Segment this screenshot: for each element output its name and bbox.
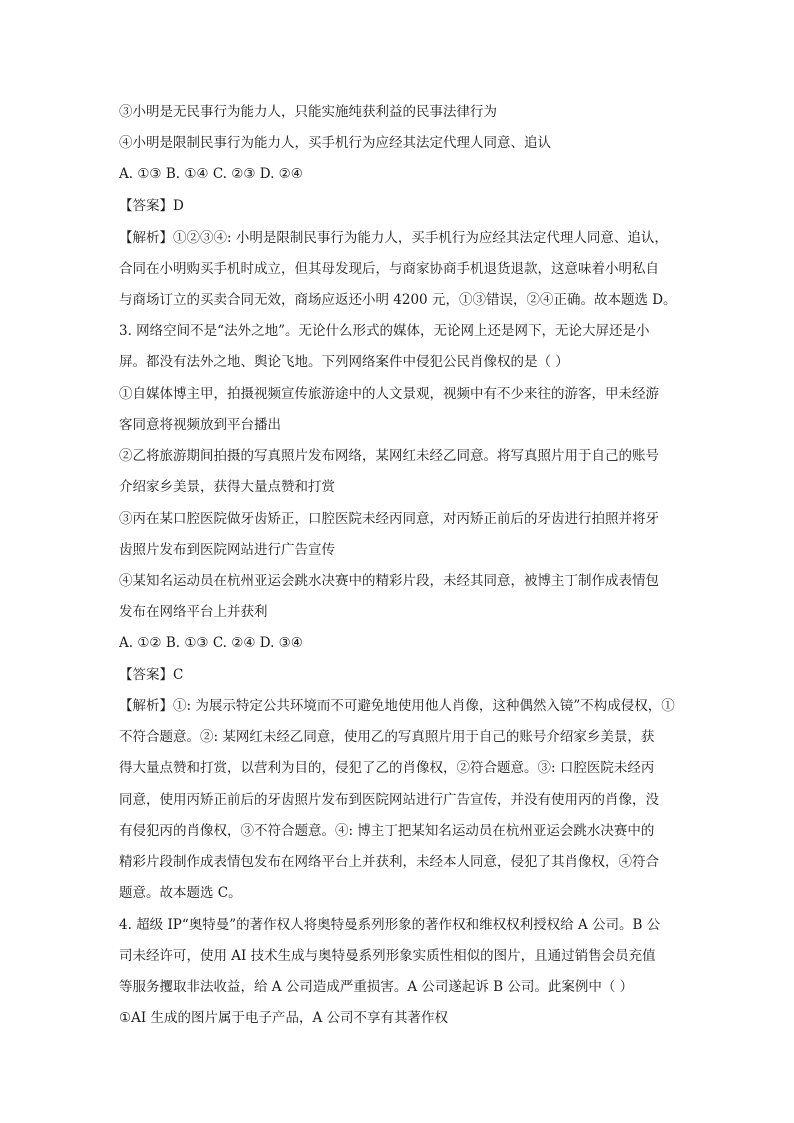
answer-label: 【答案】D: [119, 198, 184, 214]
question-3-option: ②乙将旅游期间拍摄的写真照片发布网络，某网红未经乙同意。将写真照片用于自己的账号: [119, 448, 659, 464]
answer-label: 【答案】C: [119, 667, 184, 683]
analysis-line: 同意，使用丙矫正前后的牙齿照片发布到医院网站进行广告宣传，并没有使用丙的肖像，没: [119, 792, 659, 808]
question-3-option: 介绍家乡美景，获得大量点赞和打赏: [119, 479, 335, 495]
question-3-option: ③丙在某口腔医院做牙齿矫正，口腔医院未经丙同意，对丙矫正前后的牙齿进行拍照并将牙: [119, 511, 659, 527]
analysis-line: 不符合题意。②: 某网红未经乙同意，使用乙的写真照片用于自己的账号介绍家乡美景，获: [119, 729, 655, 745]
question-3-option: ①自媒体博主甲，拍摄视频宣传旅游途中的人文景观，视频中有不少来往的游客，甲未经游: [119, 386, 659, 402]
question-3-option: ④某知名运动员在杭州亚运会跳水决赛中的精彩片段，未经其同意，被博主丁制作成表情包: [119, 573, 659, 589]
option-3-text: ③小明是无民事行为能力人，只能实施纯获利益的民事法律行为: [119, 104, 497, 120]
analysis-line: 【解析】①: 为展示特定公共环境而不可避免地使用他人肖像，这种偶然入镜”不构成侵权，①: [119, 698, 675, 714]
analysis-line: 与商场订立的买卖合同无效，商场应返还小明 4200 元，①③错误，②④正确。故本题选 D。: [119, 292, 677, 308]
question-3-option: 客同意将视频放到平台播出: [119, 417, 281, 433]
analysis-line: 题意。故本题选 C。: [119, 885, 242, 901]
analysis-line: 合同在小明购买手机时成立，但其母发现后，与商家协商手机退货退款，这意味着小明私自: [119, 261, 659, 277]
analysis-line: 【解析】①②③④: 小明是限制民事行为能力人，买手机行为应经其法定代理人同意、追认，: [119, 230, 668, 246]
question-3-stem: 3. 网络空间不是“法外之地”。无论什么形式的媒体，无论网上还是网下，无论大屏还是小: [119, 323, 650, 339]
question-4-option: ①AI 生成的图片属于电子产品，A 公司不享有其著作权: [119, 1010, 449, 1026]
option-4-text: ④小明是限制民事行为能力人，买手机行为应经其法定代理人同意、追认: [119, 135, 551, 151]
answer-choices: A. ①② B. ①③ C. ②④ D. ③④: [119, 635, 303, 651]
question-3-stem: 屏。都没有法外之地、舆论飞地。下列网络案件中侵犯公民肖像权的是（ ）: [119, 354, 569, 370]
analysis-line: 得大量点赞和打赏，以营利为目的，侵犯了乙的肖像权，②符合题意。③: 口腔医院未经丙: [119, 760, 655, 776]
question-4-stem: 4. 超级 IP“奥特曼”的著作权人将奥特曼系列形象的著作权和维权权利授权给 A 公司。B 公: [119, 917, 661, 933]
question-4-stem: 司未经许可，使用 AI 技术生成与奥特曼系列形象实质性相似的图片，且通过销售会员充值: [119, 948, 656, 964]
analysis-line: 精彩片段制作成表情包发布在网络平台上并获利，未经本人同意，侵犯了其肖像权，④符合: [119, 854, 659, 870]
question-3-option: 齿照片发布到医院网站进行广告宣传: [119, 542, 335, 558]
question-4-stem: 等服务攫取非法收益，给 A 公司造成严重损害。A 公司遂起诉 B 公司。此案例中（ ）: [119, 979, 634, 995]
answer-choices: A. ①③ B. ①④ C. ②③ D. ②④: [119, 166, 303, 182]
question-3-option: 发布在网络平台上并获利: [119, 604, 268, 620]
analysis-line: 有侵犯丙的肖像权，③不符合题意。④: 博主丁把某知名运动员在杭州亚运会跳水决赛中的: [119, 823, 655, 839]
